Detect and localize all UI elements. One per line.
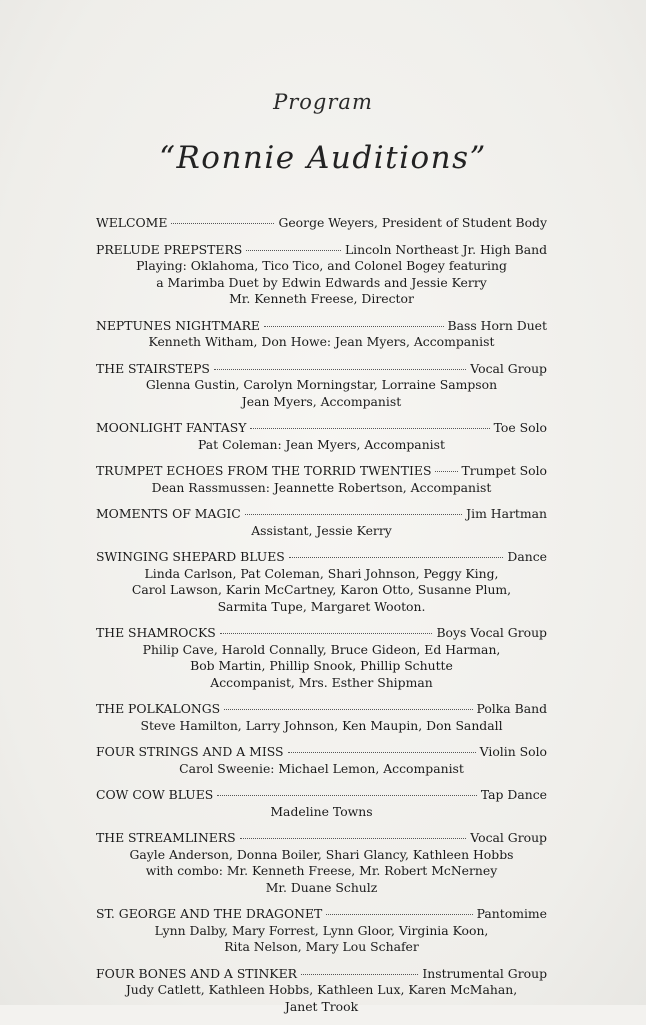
act-detail: Janet Trook (284, 998, 359, 1014)
program-item-line (96, 215, 547, 232)
dot-leader (240, 838, 467, 839)
act-detail: Mr. Kenneth Freese, Director (229, 291, 414, 306)
program-item (96, 787, 547, 820)
dot-leader (214, 369, 466, 370)
act-performer: Instrumental Group (422, 965, 547, 981)
act-detail: Jean Myers, Accompanist (241, 393, 402, 409)
act-detail: Philip Cave, Harold Connally, Bruce Gideon, Ed Harman, (142, 641, 501, 657)
program-title: “Ronnie Auditions” (159, 140, 487, 176)
program-item (96, 318, 547, 351)
act-title: FOUR BONES AND A STINKER (96, 965, 297, 981)
program-item (96, 215, 547, 232)
program-item-line (96, 625, 547, 642)
act-title: FOUR STRINGS AND A MISS (96, 744, 284, 759)
act-performer: Vocal Group (470, 830, 547, 845)
program-item-line (96, 463, 547, 480)
program-item-line (96, 906, 547, 923)
program-item-line (96, 701, 547, 718)
act-performer: Dance (507, 549, 547, 564)
act-detail: Kenneth Witham, Don Howe: Jean Myers, Accompanist (148, 334, 495, 349)
program-item (96, 830, 547, 896)
dot-leader (171, 223, 274, 224)
act-performer: Tap Dance (480, 787, 547, 802)
act-performer: Jim Hartman (466, 506, 547, 521)
act-detail: Rita Nelson, Mary Lou Schafer (224, 939, 419, 954)
act-title: MOMENTS OF MAGIC (96, 506, 241, 521)
dot-leader (246, 250, 341, 251)
program-item-line (96, 242, 547, 259)
act-detail: Steve Hamilton, Larry Johnson, Ken Maupin, Don Sandall (140, 717, 503, 733)
dot-leader (245, 514, 462, 515)
act-detail: with combo: Mr. Kenneth Freese, Mr. Robert McNerney (145, 863, 498, 878)
act-title: TRUMPET ECHOES FROM THE TORRID TWENTIES (96, 463, 432, 478)
dot-leader (217, 795, 477, 796)
act-title: PRELUDE PREPSTERS (96, 241, 243, 257)
program-item-line (96, 420, 547, 437)
program-item-line (96, 361, 547, 378)
program-item (96, 744, 547, 777)
act-performer: Polka Band (476, 701, 547, 716)
act-detail: Sarmita Tupe, Margaret Wooton. (217, 598, 426, 614)
act-title: THE POLKALONGS (96, 701, 221, 716)
act-performer: Violin Solo (479, 744, 547, 759)
act-detail: Judy Catlett, Kathleen Hobbs, Kathleen Lux, Karen McMahan, (125, 982, 518, 997)
program-item (96, 625, 547, 691)
program-heading: Program (273, 90, 373, 114)
program-item (96, 242, 547, 308)
program-item-line (96, 744, 547, 761)
program-item (96, 906, 547, 956)
program-item (96, 549, 547, 615)
program-item (96, 966, 547, 1016)
act-title: ST. GEORGE AND THE DRAGONET (96, 906, 323, 921)
program-item-line (96, 966, 547, 983)
act-detail: Playing: Oklahoma, Tico Tico, and Colonel Bogey featuring (136, 258, 507, 273)
dot-leader (326, 914, 472, 915)
act-detail: Carol Sweenie: Michael Lemon, Accompanist (179, 760, 464, 776)
act-performer: Toe Solo (493, 420, 547, 435)
act-detail: Carol Lawson, Karin McCartney, Karon Otto, Susanne Plum, (131, 582, 512, 597)
program-item-line (96, 549, 547, 566)
program-list (96, 215, 547, 1025)
act-performer: Trumpet Solo (461, 463, 547, 478)
act-title: THE STREAMLINERS (96, 830, 236, 845)
act-detail: Lynn Dalby, Mary Forrest, Lynn Gloor, Virginia Koon, (154, 922, 489, 938)
program-item (96, 361, 547, 411)
dot-leader (435, 471, 457, 472)
act-detail: Bob Martin, Phillip Snook, Phillip Schutte (190, 658, 453, 673)
act-performer: Lincoln Northeast Jr. High Band (344, 241, 547, 257)
act-detail: Pat Coleman: Jean Myers, Accompanist (198, 436, 445, 452)
program-item (96, 506, 547, 539)
act-performer: Bass Horn Duet (447, 317, 547, 333)
act-detail: Accompanist, Mrs. Esther Shipman (210, 674, 433, 690)
dot-leader (224, 709, 472, 710)
dot-leader (264, 326, 444, 327)
program-item (96, 420, 547, 453)
program-item (96, 701, 547, 734)
program-item-line (96, 318, 547, 335)
program-item-line (96, 506, 547, 523)
dot-leader (301, 974, 418, 975)
act-title: SWINGING SHEPARD BLUES (96, 549, 285, 564)
act-title: WELCOME (96, 215, 168, 230)
act-detail: Assistant, Jessie Kerry (251, 522, 392, 538)
act-title: THE SHAMROCKS (96, 625, 216, 640)
act-detail: Glenna Gustin, Carolyn Morningstar, Lorraine Sampson (145, 377, 498, 392)
dot-leader (288, 752, 476, 753)
act-detail: Dean Rassmussen: Jeannette Robertson, Accompanist (151, 479, 492, 495)
act-title: THE STAIRSTEPS (96, 360, 210, 376)
act-title: COW COW BLUES (96, 787, 214, 802)
act-performer: Vocal Group (470, 360, 547, 376)
program-item-line (96, 830, 547, 847)
act-title: MOONLIGHT FANTASY (96, 420, 247, 435)
program-item-line (96, 787, 547, 804)
dot-leader (220, 633, 433, 634)
act-detail: Linda Carlson, Pat Coleman, Shari Johnson, Peggy King, (144, 565, 499, 581)
act-performer: Pantomime (476, 906, 547, 921)
act-title: NEPTUNES NIGHTMARE (96, 317, 260, 333)
act-detail: Gayle Anderson, Donna Boiler, Shari Glancy, Kathleen Hobbs (129, 846, 514, 862)
dot-leader (250, 428, 489, 429)
act-detail: a Marimba Duet by Edwin Edwards and Jessie Kerry (156, 274, 487, 290)
dot-leader (289, 557, 504, 558)
program-item (96, 463, 547, 496)
act-detail: Mr. Duane Schulz (265, 879, 378, 895)
act-performer: Boys Vocal Group (436, 625, 547, 640)
act-performer: George Weyers, President of Student Body (278, 215, 547, 230)
act-detail: Madeline Towns (270, 803, 373, 819)
